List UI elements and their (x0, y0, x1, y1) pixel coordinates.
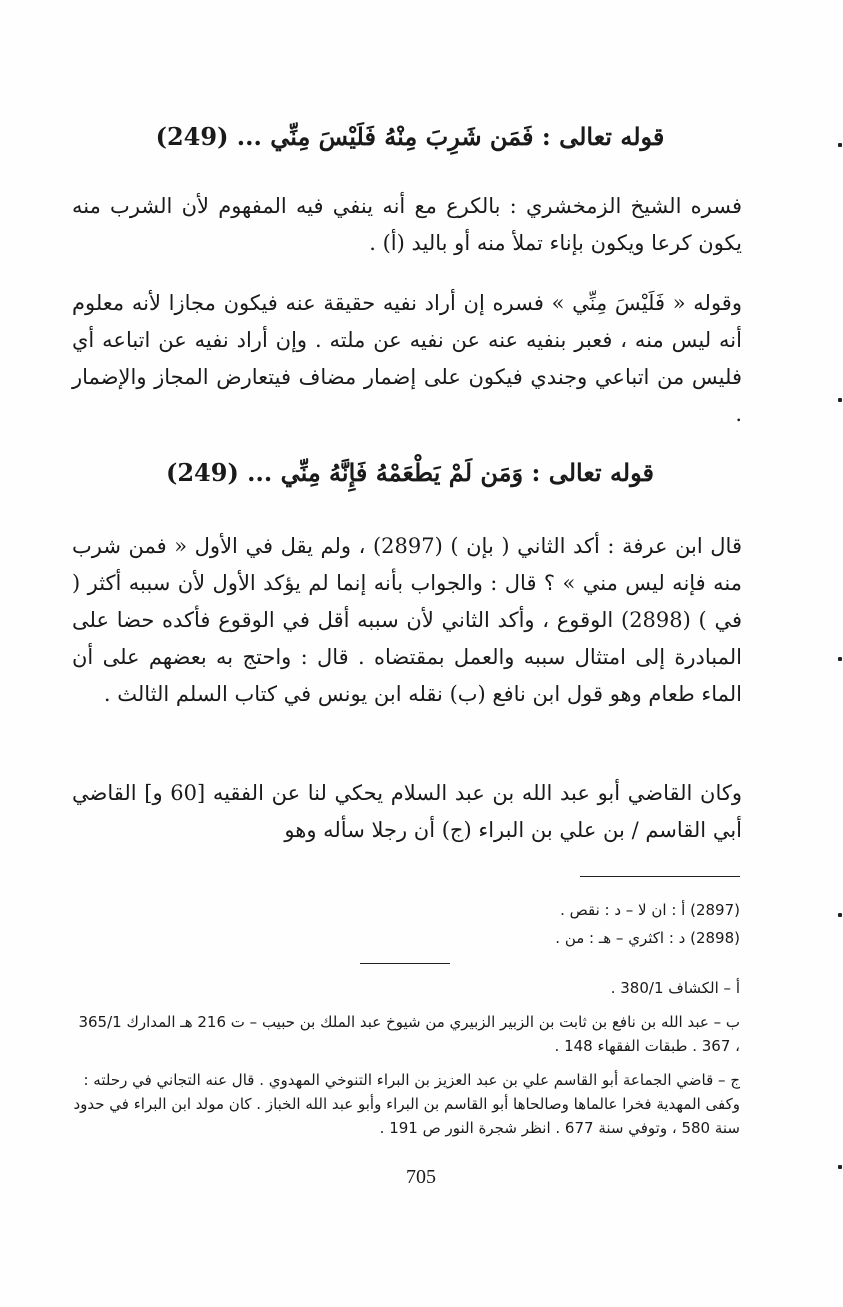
paragraph-text: قال ابن عرفة : أكد الثاني ( بإن ) (2897) ، ولم يقل في الأول « فمن شرب منه فإنه ليس مني » ؟ قال : والجواب بأنه إنما لم يؤكد الأول لأن سببه أكثر ( في ) (2898) الوقوع ، وأكد الثاني لأن سببه أقل في الوقوع فأكده حضا على المبادرة إلى امتثال سببه والعمل بمقتضاه . قال : واحتج به بعضهم على أن الماء طعام وهو قول ابن نافع (ب) نقله ابن يونس في كتاب السلم الثالث . (72, 534, 743, 706)
source-notes-divider (360, 963, 450, 964)
margin-mark (838, 913, 842, 917)
paragraph-text: وقوله « فَلَيْسَ مِنِّي » فسره إن أراد نفيه حقيقة عنه فيكون مجازا لأنه معلوم أنه ليس منه ، فعبر بنفيه عنه عن نفيه عن ملته . وإن أراد نفيه عن اتباعه أي فليس من اتباعي وجندي فيكون على إضمار مضاف فيتعارض المجاز والإضمار . (72, 291, 742, 426)
verse-heading-1: قوله تعالى : فَمَن شَرِبَ مِنْهُ فَلَيْسَ مِنِّي ... (249) (155, 122, 665, 151)
source-note: أ – الكشاف 380/1 . (610, 979, 740, 997)
paragraph-zamakhshari (72, 188, 742, 262)
footnote-divider (580, 876, 740, 877)
page-number: 705 (406, 1166, 436, 1188)
variant-footnotes (380, 896, 740, 952)
paragraph-ibn-arafa (72, 528, 742, 713)
paragraph-qawluhu (72, 285, 742, 433)
margin-mark (838, 657, 842, 661)
paragraph-qadi (72, 775, 742, 849)
source-note: ب – عبد الله بن نافع بن ثابت بن الزبير الزبيري من شيوخ عبد الملك بن حبيب – ت 216 هـ المدارك 365/1 ، 367 . طبقات الفقهاء 148 . (78, 1013, 740, 1055)
margin-mark (838, 1165, 842, 1169)
margin-mark (838, 398, 842, 402)
paragraph-text: وكان القاضي أبو عبد الله بن عبد السلام يحكي لنا عن الفقيه [60 و] القاضي أبي القاسم / بن علي بن البراء (ج) أن رجلا سأله وهو (72, 781, 742, 842)
source-note: ج – قاضي الجماعة أبو القاسم علي بن عبد العزيز بن البراء التنوخي المهدوي . قال عنه التجاني في رحلته : وكفى المهدية فخرا عالماها وصالحاها أبو القاسم بن البراء وأبو عبد الله الخباز . كان مولد ابن البراء في حدود سنة 580 ، وتوفي سنة 677 . انظر شجرة النور ص 191 . (73, 1071, 740, 1137)
verse-heading-2: قوله تعالى : وَمَن لَمْ يَطْعَمْهُ فَإِنَّهُ مِنِّي ... (249) (165, 458, 654, 487)
source-footnotes (72, 976, 740, 1150)
margin-mark (838, 143, 842, 147)
variant-note: (2897) أ : ان لا – د : نقص . (560, 901, 740, 919)
paragraph-text: فسره الشيخ الزمخشري : بالكرع مع أنه ينفي فيه المفهوم لأن الشرب منه يكون كرعا ويكون بإناء تملأ منه أو باليد (أ) . (72, 194, 742, 255)
variant-note: (2898) د : اكثري – هـ : من . (555, 929, 740, 947)
